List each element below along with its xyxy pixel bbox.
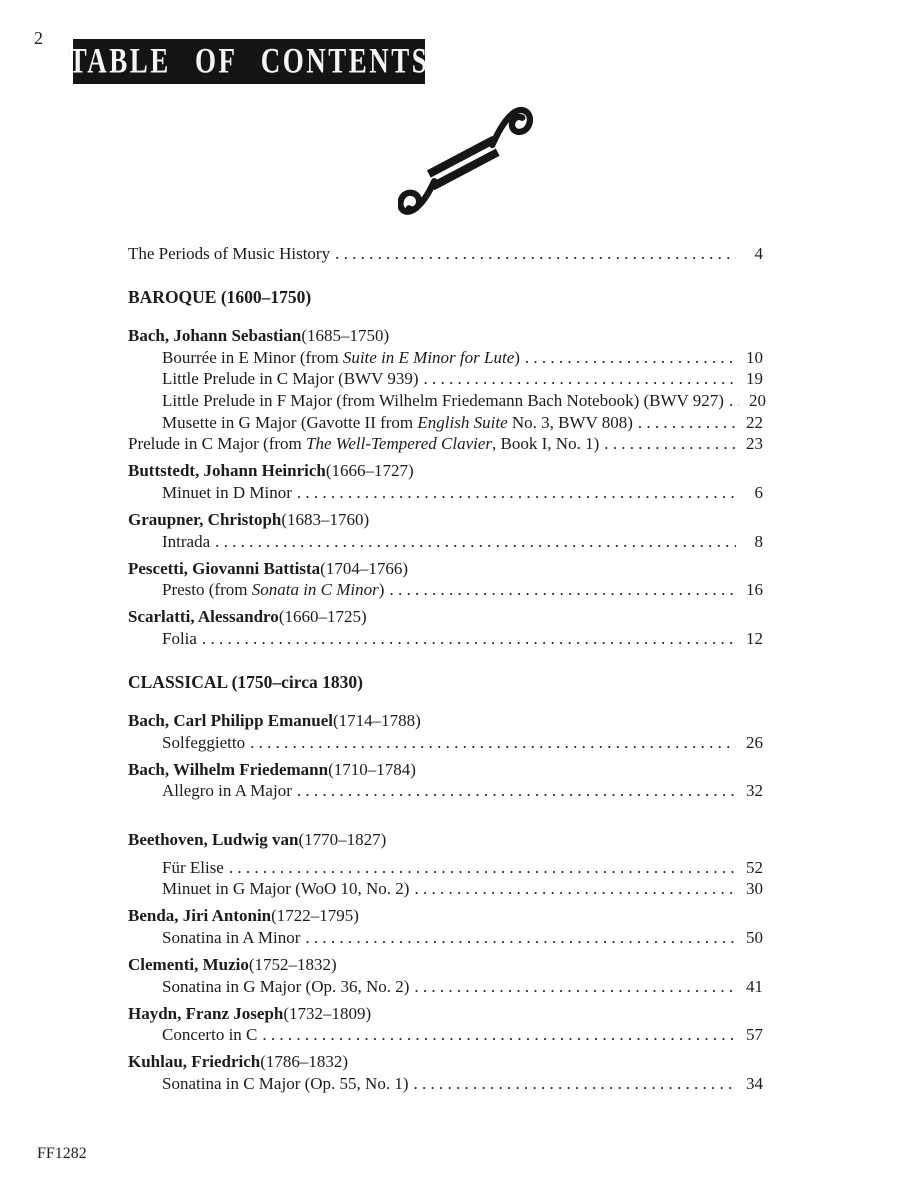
entry-title: Sonatina in C Major (Op. 55, No. 1)	[162, 1073, 409, 1093]
entry-title: Prelude in C Major (from The Well-Tempered Clavier, Book I, No. 1)	[128, 434, 600, 454]
composer-line	[128, 1003, 763, 1025]
entry-title: Solfeggietto	[162, 732, 246, 752]
toc-entry	[128, 1024, 763, 1046]
entry-title: Minuet in G Major (WoO 10, No. 2)	[162, 879, 410, 899]
toc-entry	[128, 628, 763, 650]
entry-title: Sonatina in G Major (Op. 36, No. 2)	[162, 976, 410, 996]
page-title: TABLE OF CONTENTS	[68, 41, 430, 81]
composer-dates: (1666–1727)	[325, 461, 414, 481]
entry-page-number: 50	[746, 927, 763, 947]
dot-leader	[604, 433, 736, 455]
dot-leader	[297, 780, 736, 802]
composer-line	[128, 905, 763, 927]
toc-entry	[128, 368, 763, 390]
dot-leader	[424, 368, 736, 390]
composer-dates: (1683–1760)	[281, 509, 370, 529]
entry-page-number: 23	[746, 434, 763, 454]
entry-title: Concerto in C	[162, 1025, 258, 1045]
composer-line	[128, 710, 763, 732]
composer-name: Bach, Johann Sebastian	[128, 326, 302, 346]
dot-leader	[250, 732, 736, 754]
composer-name: Pescetti, Giovanni Battista	[128, 558, 321, 578]
entry-title: Presto (from Sonata in C Minor)	[162, 580, 385, 600]
toc-list	[128, 243, 766, 1095]
entry-page-number: 41	[746, 976, 763, 996]
toc-entry	[128, 243, 763, 265]
composer-name: Bach, Carl Philipp Emanuel	[128, 711, 333, 731]
composer-name: Benda, Jiri Antonin	[128, 906, 272, 926]
section-heading: BAROQUE (1600–1750)	[128, 286, 312, 307]
entry-page-number: 32	[746, 781, 763, 801]
composer-dates: (1786–1832)	[260, 1052, 349, 1072]
toc-entry	[128, 412, 763, 434]
entry-page-number: 16	[746, 580, 763, 600]
composer-dates: (1685–1750)	[301, 326, 390, 346]
composer-dates: (1710–1784)	[328, 759, 416, 779]
entry-page-number: 22	[746, 412, 763, 432]
entry-page-number: 52	[746, 857, 763, 877]
entry-page-number: 19	[746, 369, 763, 389]
composer-name: Bach, Wilhelm Friedemann	[128, 759, 329, 779]
composer-dates: (1732–1809)	[283, 1003, 372, 1023]
entry-page-number: 34	[746, 1073, 763, 1093]
composer-dates: (1660–1725)	[278, 607, 367, 627]
composer-line	[128, 606, 763, 628]
dot-leader	[215, 531, 736, 553]
toc-entry	[128, 780, 763, 802]
entry-page-number: 6	[754, 482, 763, 502]
entry-title: Little Prelude in C Major (BWV 939)	[162, 369, 419, 389]
entry-title: Für Elise	[162, 857, 224, 877]
entry-page-number: 30	[746, 879, 763, 899]
entry-title: Allegro in A Major	[162, 781, 292, 801]
toc-entry	[128, 878, 763, 900]
composer-name: Beethoven, Ludwig van	[128, 829, 299, 849]
entry-page-number: 10	[746, 347, 763, 367]
composer-line	[128, 954, 763, 976]
entry-page-number: 26	[746, 732, 763, 752]
entry-page-number: 4	[754, 244, 763, 263]
page-number: 2	[34, 28, 43, 48]
toc-entry	[128, 347, 763, 369]
toc-entry	[128, 1073, 763, 1095]
composer-name: Clementi, Muzio	[128, 954, 249, 974]
dot-leader	[414, 878, 736, 900]
composer-line	[128, 829, 763, 851]
toc-entry	[128, 732, 763, 754]
dot-leader	[335, 243, 736, 265]
entry-page-number: 12	[746, 628, 763, 648]
composer-line	[128, 325, 763, 347]
music-flourish-icon	[398, 97, 534, 221]
toc-entry	[128, 976, 763, 998]
composer-name: Haydn, Franz Joseph	[128, 1003, 284, 1023]
toc-entry	[128, 433, 763, 455]
composer-dates: (1722–1795)	[271, 906, 359, 926]
toc-entry	[128, 857, 763, 879]
toc-entry	[128, 390, 766, 412]
composer-dates: (1714–1788)	[332, 711, 421, 731]
dot-leader	[414, 976, 736, 998]
entry-title: Intrada	[162, 531, 211, 551]
toc-entry	[128, 579, 763, 601]
composer-dates: (1704–1766)	[320, 558, 408, 578]
composer-name: Scarlatti, Alessandro	[128, 607, 279, 627]
entry-page-number: 8	[754, 531, 763, 551]
composer-dates: (1770–1827)	[298, 829, 387, 849]
composer-name: Kuhlau, Friedrich	[128, 1052, 261, 1072]
entry-title: Musette in G Major (Gavotte II from English Suite No. 3, BWV 808)	[162, 412, 633, 432]
composer-line	[128, 460, 763, 482]
dot-leader	[389, 579, 736, 601]
toc-entry	[128, 482, 763, 504]
toc-entry	[128, 927, 763, 949]
entry-title: Bourrée in E Minor (from Suite in E Minor for Lute)	[162, 347, 520, 367]
dot-leader	[229, 857, 736, 879]
toc-entry	[128, 531, 763, 553]
composer-name: Buttstedt, Johann Heinrich	[128, 461, 326, 481]
dot-leader	[202, 628, 736, 650]
entry-title: The Periods of Music History	[128, 244, 331, 263]
title-banner	[68, 39, 430, 84]
composer-line	[128, 509, 763, 531]
composer-dates: (1752–1832)	[248, 954, 337, 974]
entry-page-number: 57	[746, 1025, 763, 1045]
composer-line	[128, 558, 763, 580]
entry-title: Folia	[162, 628, 197, 648]
section-heading: CLASSICAL (1750–circa 1830)	[128, 671, 363, 692]
footer-code: FF1282	[37, 1145, 87, 1162]
dot-leader	[729, 390, 739, 412]
dot-leader	[638, 412, 736, 434]
composer-name: Graupner, Christoph	[128, 509, 282, 529]
composer-line	[128, 759, 763, 781]
entry-title: Minuet in D Minor	[162, 482, 292, 502]
dot-leader	[305, 927, 736, 949]
dot-leader	[413, 1073, 736, 1095]
entry-title: Sonatina in A Minor	[162, 927, 301, 947]
dot-leader	[297, 482, 736, 504]
entry-page-number: 20	[748, 390, 766, 410]
entry-title: Little Prelude in F Major (from Wilhelm Friedemann Bach Notebook) (BWV 927)	[162, 390, 724, 410]
dot-leader	[262, 1024, 736, 1046]
composer-line	[128, 1051, 763, 1073]
dot-leader	[525, 347, 736, 369]
